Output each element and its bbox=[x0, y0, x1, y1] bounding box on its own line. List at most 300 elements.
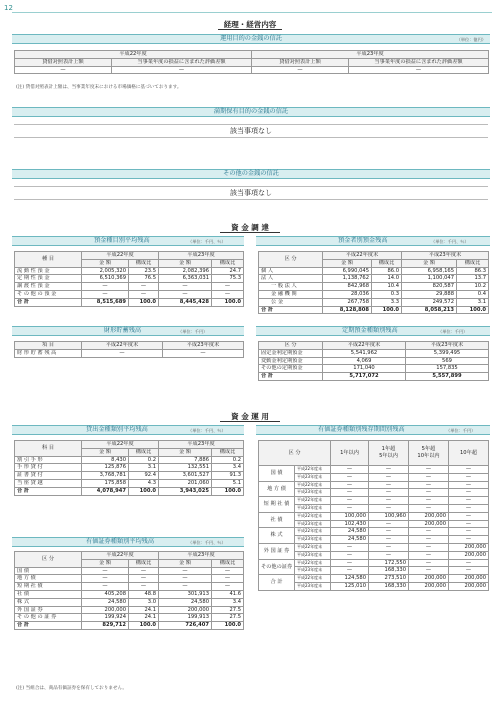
cell: 2,005,320 bbox=[82, 267, 129, 275]
table-row bbox=[259, 349, 489, 357]
amount-header: 金 額 bbox=[159, 259, 212, 267]
cell: 100.0 bbox=[129, 622, 159, 630]
table-row bbox=[259, 283, 489, 291]
cell: — bbox=[369, 481, 409, 489]
bs-header: 貸借対照表計上額 bbox=[15, 58, 112, 66]
fiscal-year-label: 平成22年度末 bbox=[295, 466, 331, 474]
cell: 301,913 bbox=[159, 590, 212, 598]
amount-header: 金 額 bbox=[323, 259, 372, 267]
cell: 41.6 bbox=[212, 590, 244, 598]
row-label: 公 金 bbox=[259, 298, 323, 306]
row-label: 譲 渡 性 預 金 bbox=[15, 283, 82, 291]
cell: 200,000 bbox=[409, 575, 449, 583]
cell: 24.7 bbox=[212, 267, 244, 275]
kind-header: 種 目 bbox=[15, 252, 82, 268]
amount-header: 金 額 bbox=[159, 559, 212, 567]
cell: — bbox=[369, 473, 409, 481]
fy23-header: 平成23年度末 bbox=[163, 342, 244, 350]
cell: — bbox=[331, 481, 369, 489]
cell: 3.1 bbox=[457, 298, 489, 306]
cell: 5.1 bbox=[212, 479, 244, 487]
cell: — bbox=[369, 543, 409, 551]
footnote: (注) 貸借対照表計上額は、当事業年度末における市場価格に基づいております。 bbox=[16, 85, 182, 90]
cell: — bbox=[82, 349, 163, 357]
ratio-header: 構成比 bbox=[212, 559, 244, 567]
cell: — bbox=[449, 481, 489, 489]
cell: 200,000 bbox=[409, 520, 449, 528]
table-row bbox=[259, 481, 489, 489]
section-title: その他の金銭の信託 bbox=[223, 170, 279, 177]
unit-label: （単位：千円、％） bbox=[188, 540, 226, 545]
kind-header: 区 分 bbox=[15, 552, 82, 568]
fiscal-year-label: 平成22年度末 bbox=[295, 575, 331, 583]
cell: 100.0 bbox=[129, 487, 159, 495]
cell: 27.5 bbox=[212, 614, 244, 622]
cell: — bbox=[369, 497, 409, 505]
row-label: 合 計 bbox=[15, 622, 82, 630]
cell: — bbox=[449, 536, 489, 544]
section-bar-trading-trust bbox=[12, 34, 490, 44]
row-label: 流 動 性 預 金 bbox=[15, 267, 82, 275]
cell: — bbox=[212, 583, 244, 591]
row-label: その他の定期預金 bbox=[259, 365, 323, 373]
row-label: 定 期 性 預 金 bbox=[15, 275, 82, 283]
fiscal-year-label: 平成22年度末 bbox=[295, 559, 331, 567]
cell: 1,100,047 bbox=[402, 275, 457, 283]
cell: — bbox=[15, 66, 112, 74]
row-label: 当 座 貸 越 bbox=[15, 479, 82, 487]
table-row bbox=[15, 606, 244, 614]
total-row bbox=[259, 306, 489, 314]
cell: 0.3 bbox=[372, 290, 402, 298]
table-row bbox=[259, 290, 489, 298]
table-row bbox=[259, 275, 489, 283]
cell: 100.0 bbox=[212, 622, 244, 630]
row-label: 合 計 bbox=[15, 298, 82, 306]
fy22-header: 平成22年度 bbox=[15, 51, 252, 59]
cell: — bbox=[449, 504, 489, 512]
section-title: 預金種目別平均残高 bbox=[94, 237, 150, 244]
table-row bbox=[259, 267, 489, 275]
fy22-header: 平成22年度末 bbox=[323, 252, 402, 260]
cell: 200,000 bbox=[449, 575, 489, 583]
cell: 820,587 bbox=[402, 283, 457, 291]
deposits-by-holder-table bbox=[258, 251, 489, 314]
cell: — bbox=[331, 559, 369, 567]
loans-table bbox=[14, 440, 244, 496]
eval-header: 当事業年度の損益に含まれた評価差額 bbox=[112, 58, 252, 66]
page-title: 経理・経営内容 bbox=[223, 20, 277, 29]
table-row bbox=[15, 614, 244, 622]
fy22-header: 平成22年度 bbox=[82, 252, 159, 260]
cell: 76.5 bbox=[129, 275, 159, 283]
cell: 0.2 bbox=[212, 456, 244, 464]
cell: 200,000 bbox=[449, 582, 489, 590]
cell: — bbox=[252, 66, 349, 74]
unit-label: （単位：千円） bbox=[446, 428, 476, 433]
title-underline bbox=[220, 421, 280, 422]
cell: — bbox=[369, 489, 409, 497]
unit-label: （単位：千円、％） bbox=[188, 428, 226, 433]
cell: — bbox=[409, 481, 449, 489]
section-bar-securities-avg bbox=[12, 537, 244, 547]
unit-label: （単位：千円） bbox=[178, 329, 208, 334]
fy22-header: 平成22年度末 bbox=[323, 342, 406, 350]
page-number: 12 bbox=[4, 4, 13, 12]
cell: — bbox=[82, 575, 129, 583]
cell: — bbox=[409, 504, 449, 512]
cell: 100,960 bbox=[369, 512, 409, 520]
eval-header: 当事業年度の損益に含まれた評価差額 bbox=[349, 58, 489, 66]
cell: — bbox=[449, 489, 489, 497]
fiscal-year-label: 平成22年度末 bbox=[295, 528, 331, 536]
cell: — bbox=[409, 497, 449, 505]
cell: 6,363,031 bbox=[159, 275, 212, 283]
cell: — bbox=[159, 583, 212, 591]
cell: 28,036 bbox=[323, 290, 372, 298]
table-row bbox=[259, 466, 489, 474]
table-row bbox=[15, 464, 244, 472]
cell: 200,000 bbox=[82, 606, 129, 614]
table-row bbox=[15, 583, 244, 591]
cell: — bbox=[331, 473, 369, 481]
table-row bbox=[15, 598, 244, 606]
fy23-header: 平成23年度末 bbox=[402, 252, 489, 260]
cell: 168,330 bbox=[369, 567, 409, 575]
section-title: 定期預金種類別残高 bbox=[342, 327, 398, 334]
cell: — bbox=[331, 543, 369, 551]
fy23-header: 平成23年度 bbox=[159, 441, 244, 449]
cell: 92.4 bbox=[129, 472, 159, 480]
ratio-header: 構成比 bbox=[212, 448, 244, 456]
cell: — bbox=[331, 504, 369, 512]
cell: 8,515,689 bbox=[82, 298, 129, 306]
table-row bbox=[15, 275, 244, 283]
cell: 24,580 bbox=[331, 536, 369, 544]
section-bar-zaikei bbox=[12, 326, 244, 336]
cell: — bbox=[331, 497, 369, 505]
cell: — bbox=[449, 473, 489, 481]
cell: 6,990,045 bbox=[323, 267, 372, 275]
cell: 100.0 bbox=[212, 298, 244, 306]
cell: 86.3 bbox=[457, 267, 489, 275]
total-row bbox=[15, 622, 244, 630]
cell: — bbox=[409, 543, 449, 551]
unit-label: （単位：千円） bbox=[438, 329, 468, 334]
cell: — bbox=[449, 466, 489, 474]
cell: 8,430 bbox=[82, 456, 129, 464]
cell: 24,580 bbox=[159, 598, 212, 606]
cell: 2,082,396 bbox=[159, 267, 212, 275]
cell: 172,550 bbox=[369, 559, 409, 567]
cell: — bbox=[369, 536, 409, 544]
row-label: 証 書 貸 付 bbox=[15, 472, 82, 480]
1-5y-header: 1年超 5年以内 bbox=[369, 441, 409, 466]
cell: — bbox=[159, 567, 212, 575]
fiscal-year-label: 平成22年度末 bbox=[295, 497, 331, 505]
section-bar-maturity bbox=[256, 425, 490, 435]
over-10y-header: 10年超 bbox=[449, 441, 489, 466]
cell: 3.3 bbox=[372, 298, 402, 306]
cell: 267,758 bbox=[323, 298, 372, 306]
cell: 102,430 bbox=[331, 520, 369, 528]
cell: 5,557,899 bbox=[406, 373, 489, 381]
table-row bbox=[259, 497, 489, 505]
cell: — bbox=[409, 567, 449, 575]
row-label: 社 債 bbox=[259, 512, 295, 528]
cell: 3.4 bbox=[212, 464, 244, 472]
table-row bbox=[259, 365, 489, 373]
section-title: 運用目的の金銭の信託 bbox=[220, 35, 282, 42]
fiscal-year-label: 平成23年度末 bbox=[295, 567, 331, 575]
cell: 124,580 bbox=[331, 575, 369, 583]
fiscal-year-label: 平成23年度末 bbox=[295, 473, 331, 481]
cell: 273,510 bbox=[369, 575, 409, 583]
no-applicable-text: 該当事項なし bbox=[14, 124, 488, 138]
cell: 5,399,495 bbox=[406, 349, 489, 357]
row-label: 変動金利定期預金 bbox=[259, 357, 323, 365]
cell: — bbox=[409, 528, 449, 536]
amount-header: 金 額 bbox=[82, 559, 129, 567]
cell: 23.5 bbox=[129, 267, 159, 275]
header-rule bbox=[12, 12, 492, 13]
table-row bbox=[259, 559, 489, 567]
cell: 8,058,213 bbox=[402, 306, 457, 314]
row-label: 合 計 bbox=[259, 575, 295, 591]
row-label: 固定金利定期預金 bbox=[259, 349, 323, 357]
cell: 249,572 bbox=[402, 298, 457, 306]
cell: 201,060 bbox=[159, 479, 212, 487]
cell: 569 bbox=[406, 357, 489, 365]
cell: 132,551 bbox=[159, 464, 212, 472]
cell: 199,924 bbox=[82, 614, 129, 622]
row-label: 地 方 債 bbox=[15, 575, 82, 583]
cell: 86.0 bbox=[372, 267, 402, 275]
cell: — bbox=[129, 575, 159, 583]
cell: 10.2 bbox=[457, 283, 489, 291]
cell: — bbox=[163, 349, 244, 357]
cell: — bbox=[349, 66, 489, 74]
cell: 6,958,165 bbox=[402, 267, 457, 275]
section-title: 貸出金種類別平均残高 bbox=[86, 426, 148, 433]
table-row bbox=[15, 349, 244, 357]
cell: 200,000 bbox=[159, 606, 212, 614]
total-row bbox=[15, 487, 244, 495]
ratio-header: 構成比 bbox=[129, 448, 159, 456]
row-label: 割 引 手 形 bbox=[15, 456, 82, 464]
total-row bbox=[259, 575, 489, 583]
no-applicable-text: 該当事項なし bbox=[14, 186, 488, 200]
section-title: 有価証券種類別残存期間別残高 bbox=[318, 426, 405, 433]
fiscal-year-label: 平成22年度末 bbox=[295, 543, 331, 551]
cell: — bbox=[331, 466, 369, 474]
section-title: 満期保有目的の金銭の信託 bbox=[213, 108, 289, 115]
cell: 168,330 bbox=[369, 582, 409, 590]
cell: 200,000 bbox=[449, 551, 489, 559]
cell: — bbox=[449, 567, 489, 575]
cell: 7,886 bbox=[159, 456, 212, 464]
fiscal-year-label: 平成23年度末 bbox=[295, 489, 331, 497]
row-label: 一 般 法 人 bbox=[259, 283, 323, 291]
cell: 3,943,025 bbox=[159, 487, 212, 495]
table-row bbox=[15, 66, 489, 74]
cell: 200,000 bbox=[409, 582, 449, 590]
row-label: 法 人 bbox=[259, 275, 323, 283]
cell: 14.0 bbox=[372, 275, 402, 283]
row-label: 個 人 bbox=[259, 267, 323, 275]
table-row bbox=[259, 528, 489, 536]
5-10y-header: 5年超 10年以内 bbox=[409, 441, 449, 466]
row-label: その他の証券 bbox=[259, 559, 295, 575]
zaikei-table bbox=[14, 341, 244, 358]
section-title: 財形貯蓄残高 bbox=[104, 327, 142, 334]
row-label: 手 形 貸 付 bbox=[15, 464, 82, 472]
cell: — bbox=[331, 567, 369, 575]
cell: 200,000 bbox=[409, 512, 449, 520]
row-label: 外 国 証 券 bbox=[15, 606, 82, 614]
title-underline bbox=[220, 232, 280, 233]
cell: — bbox=[449, 528, 489, 536]
cell: — bbox=[212, 567, 244, 575]
table-row bbox=[259, 512, 489, 520]
fy22-header: 平成22年度末 bbox=[82, 342, 163, 350]
unit-label: （単位：億円） bbox=[456, 37, 486, 42]
cell: — bbox=[409, 559, 449, 567]
table-row bbox=[15, 479, 244, 487]
cell: 4,078,947 bbox=[82, 487, 129, 495]
cell: — bbox=[409, 466, 449, 474]
cell: — bbox=[369, 504, 409, 512]
cell: 48.8 bbox=[129, 590, 159, 598]
cell: — bbox=[369, 551, 409, 559]
unit-label: （単位：千円、％） bbox=[431, 239, 469, 244]
cell: 157,835 bbox=[406, 365, 489, 373]
cell: 0.2 bbox=[129, 456, 159, 464]
cell: 10.4 bbox=[372, 283, 402, 291]
cell: — bbox=[369, 466, 409, 474]
amount-header: 金 額 bbox=[82, 259, 129, 267]
cell: 29,888 bbox=[402, 290, 457, 298]
cell: — bbox=[449, 512, 489, 520]
total-row bbox=[15, 298, 244, 306]
cell: — bbox=[112, 66, 252, 74]
cell: 75.3 bbox=[212, 275, 244, 283]
cell: 3,601,527 bbox=[159, 472, 212, 480]
securities-avg-table bbox=[14, 551, 244, 630]
table-row bbox=[259, 298, 489, 306]
maturity-table bbox=[258, 440, 489, 591]
section-bar-loans bbox=[12, 425, 244, 435]
cell: 4,069 bbox=[323, 357, 406, 365]
cell: — bbox=[212, 575, 244, 583]
fy22-header: 平成22年度 bbox=[82, 441, 159, 449]
section-bar-time-deposits bbox=[256, 326, 490, 336]
amount-header: 金 額 bbox=[159, 448, 212, 456]
bs-header: 貸借対照表計上額 bbox=[252, 58, 349, 66]
cell: 199,913 bbox=[159, 614, 212, 622]
cell: — bbox=[129, 290, 159, 298]
amount-header: 金 額 bbox=[402, 259, 457, 267]
section-bar-held-to-maturity bbox=[12, 107, 490, 117]
table-row bbox=[15, 283, 244, 291]
cell: — bbox=[369, 520, 409, 528]
cell: 24.1 bbox=[129, 606, 159, 614]
fy22-header: 平成22年度 bbox=[82, 552, 159, 560]
table-row bbox=[15, 575, 244, 583]
cell: 5,717,072 bbox=[323, 373, 406, 381]
title-underline bbox=[218, 29, 282, 30]
section-bar-other-trust bbox=[12, 169, 490, 179]
cell: 24,580 bbox=[82, 598, 129, 606]
item-header: 項 目 bbox=[15, 342, 82, 350]
table-row bbox=[15, 290, 244, 298]
section-bar-avg-deposits bbox=[12, 236, 244, 246]
cell: 125,010 bbox=[331, 582, 369, 590]
cell: — bbox=[159, 290, 212, 298]
cell: 0.4 bbox=[457, 290, 489, 298]
cell: 829,712 bbox=[82, 622, 129, 630]
fiscal-year-label: 平成22年度末 bbox=[295, 512, 331, 520]
cell: 4.3 bbox=[129, 479, 159, 487]
cell: — bbox=[409, 551, 449, 559]
cell: — bbox=[129, 283, 159, 291]
cell: — bbox=[159, 575, 212, 583]
row-label: 地 方 債 bbox=[259, 481, 295, 497]
cell: — bbox=[409, 536, 449, 544]
unit-label: （単位：千円、％） bbox=[188, 239, 226, 244]
row-label: 合 計 bbox=[259, 306, 323, 314]
cell: 91.3 bbox=[212, 472, 244, 480]
kind-header: 区 分 bbox=[259, 342, 323, 350]
fiscal-year-label: 平成23年度末 bbox=[295, 536, 331, 544]
cell: 3.4 bbox=[212, 598, 244, 606]
cell: 100,000 bbox=[331, 512, 369, 520]
cell: 100.0 bbox=[457, 306, 489, 314]
row-label: 短 期 社 債 bbox=[259, 497, 295, 513]
fy23-header: 平成23年度 bbox=[252, 51, 489, 59]
cell: — bbox=[331, 489, 369, 497]
amount-header: 金 額 bbox=[82, 448, 129, 456]
cell: 3.0 bbox=[129, 598, 159, 606]
cell: 5,541,962 bbox=[323, 349, 406, 357]
cell: 200,000 bbox=[449, 543, 489, 551]
row-label: 株 式 bbox=[259, 528, 295, 544]
cell: 27.5 bbox=[212, 606, 244, 614]
within-1y-header: 1年以内 bbox=[331, 441, 369, 466]
cell: 8,445,428 bbox=[159, 298, 212, 306]
cell: 3,768,781 bbox=[82, 472, 129, 480]
table-row bbox=[15, 567, 244, 575]
ratio-header: 構成比 bbox=[457, 259, 489, 267]
fiscal-year-label: 平成22年度末 bbox=[295, 481, 331, 489]
row-label: 合 計 bbox=[15, 487, 82, 495]
fy23-header: 平成23年度 bbox=[159, 252, 244, 260]
cell: 1,138,762 bbox=[323, 275, 372, 283]
kind-header: 区 分 bbox=[259, 441, 331, 466]
row-label: 社 債 bbox=[15, 590, 82, 598]
fiscal-year-label: 平成23年度末 bbox=[295, 520, 331, 528]
cell: 13.7 bbox=[457, 275, 489, 283]
cell: — bbox=[449, 520, 489, 528]
ratio-header: 構成比 bbox=[212, 259, 244, 267]
table-row bbox=[15, 472, 244, 480]
cell: — bbox=[159, 283, 212, 291]
cell: — bbox=[82, 583, 129, 591]
funding-title: 資 金 調 達 bbox=[231, 223, 269, 232]
kind-header: 区 分 bbox=[259, 252, 323, 268]
cell: — bbox=[409, 489, 449, 497]
cell: — bbox=[331, 551, 369, 559]
